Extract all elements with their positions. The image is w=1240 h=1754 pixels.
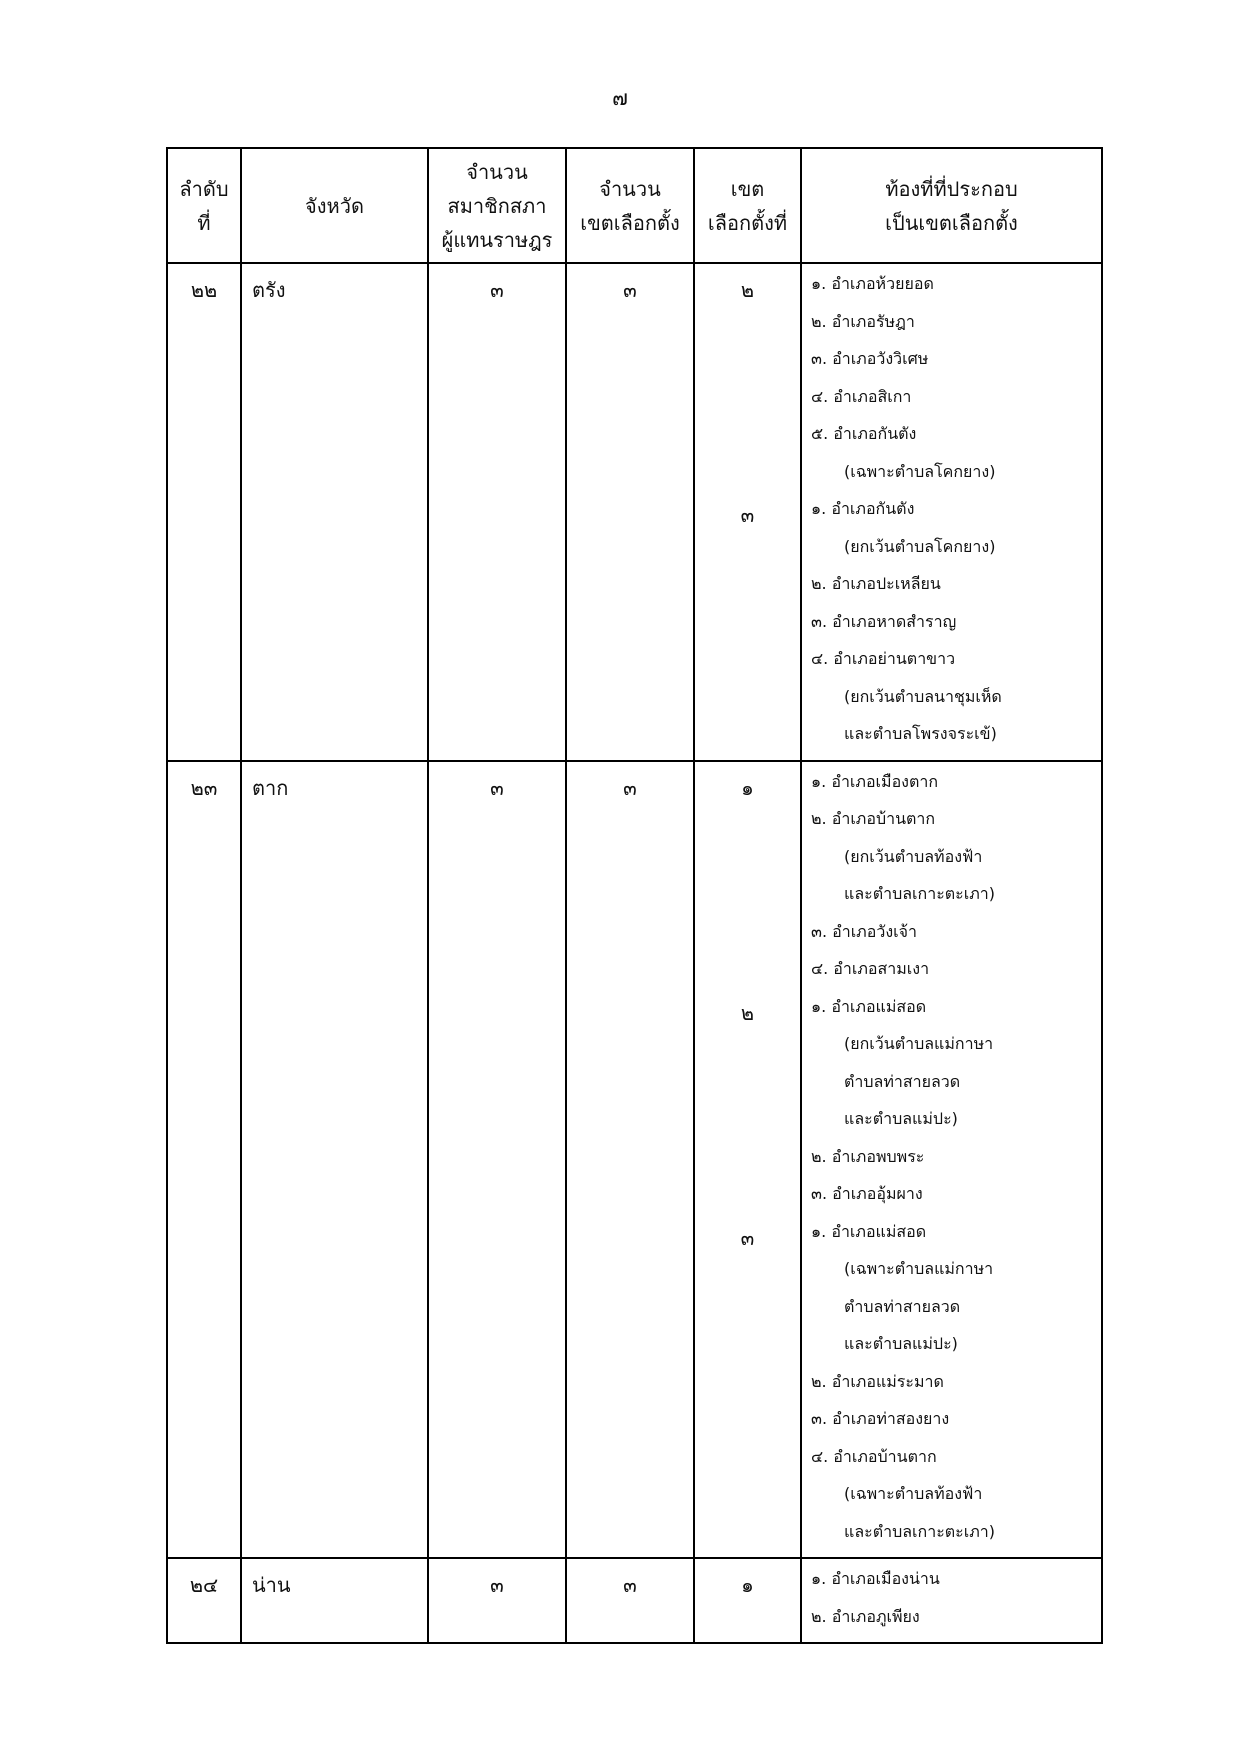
areas-list <box>802 264 1101 760</box>
header-district-no: เขต เลือกตั้งที่ <box>694 148 801 263</box>
area-line: ๓. อำเภอท่าสองยาง <box>811 1409 950 1428</box>
cell-province-text: ตรัง <box>252 278 286 302</box>
area-line: ๑. อำเภอห้วยยอด <box>811 274 934 293</box>
table-header-row <box>167 148 1102 263</box>
area-line: ๒. อำเภอแม่ระมาด <box>811 1371 944 1391</box>
area-line: ๑. อำเภอเมืองน่าน <box>811 1569 940 1588</box>
area-line: ๔. อำเภอย่านตาขาว <box>811 649 956 668</box>
cell-district-no <box>694 1558 801 1643</box>
cell-seq-text: ๒๒ <box>190 278 218 302</box>
cell-district-no <box>694 761 801 1559</box>
cell-district-count <box>566 761 694 1559</box>
cell-mp-count-text: ๓ <box>490 1573 504 1597</box>
district-number: ๓ <box>740 1225 755 1250</box>
cell-district-count-text: ๓ <box>623 1573 637 1597</box>
area-line: ๔. อำเภอสามเงา <box>811 959 930 978</box>
area-line: ๓. อำเภอหาดสำราญ <box>811 611 957 631</box>
header-mp-count: จำนวน สมาชิกสภา ผู้แทนราษฎร <box>428 148 566 263</box>
area-line: ๒. อำเภอปะเหลียน <box>811 574 941 593</box>
area-line: (ยกเว้นตำบลท้องฟ้า <box>844 846 983 866</box>
area-line: และตำบลเกาะตะเภา) <box>844 884 996 903</box>
table-row <box>167 1558 1102 1643</box>
header-areas: ท้องที่ที่ประกอบ เป็นเขตเลือกตั้ง <box>801 148 1102 263</box>
cell-mp-count <box>428 1558 566 1643</box>
area-line: (เฉพาะตำบลแม่กาษา <box>844 1259 994 1278</box>
district-number: ๓ <box>740 503 755 527</box>
area-line: ๑. อำเภอกันตัง <box>811 499 915 518</box>
area-line: (ยกเว้นตำบลโคกยาง) <box>844 536 996 556</box>
area-line: และตำบลแม่ปะ) <box>844 1109 958 1128</box>
area-line: ตำบลท่าสายลวด <box>844 1296 961 1316</box>
area-line: (เฉพาะตำบลท้องฟ้า <box>844 1484 983 1503</box>
cell-areas <box>801 1558 1102 1643</box>
district-number: ๒ <box>740 1000 755 1025</box>
area-line: ๒. อำเภอรัษฎา <box>811 311 915 331</box>
page-number: ๗ <box>612 86 628 110</box>
area-line: ๑. อำเภอแม่สอด <box>811 996 927 1016</box>
areas-list <box>802 762 1101 1558</box>
area-line: และตำบลเกาะตะเภา) <box>844 1521 996 1541</box>
cell-province <box>241 1558 428 1643</box>
area-line: ตำบลท่าสายลวด <box>844 1071 961 1091</box>
cell-district-no <box>694 263 801 761</box>
area-line: ๓. อำเภอวังเจ้า <box>811 921 917 941</box>
area-line: ๒. อำเภอพบพระ <box>811 1146 925 1166</box>
constituency-table <box>166 147 1103 1644</box>
cell-district-count <box>566 1558 694 1643</box>
cell-district-count <box>566 263 694 761</box>
cell-seq <box>167 1558 241 1643</box>
cell-seq-text: ๒๔ <box>189 1573 219 1597</box>
area-line: ๑. อำเภอเมืองตาก <box>811 771 939 791</box>
district-number: ๑ <box>741 775 754 800</box>
area-line: (เฉพาะตำบลโคกยาง) <box>844 461 996 481</box>
district-number: ๒ <box>740 278 755 302</box>
cell-mp-count <box>428 761 566 1559</box>
area-line: ๒. อำเภอบ้านตาก <box>811 809 936 828</box>
cell-district-count-text: ๓ <box>623 775 637 800</box>
area-line: ๓. อำเภออุ้มผาง <box>811 1184 923 1203</box>
cell-mp-count-text: ๓ <box>490 278 504 302</box>
cell-mp-count <box>428 263 566 761</box>
cell-district-count-text: ๓ <box>623 278 637 302</box>
area-line: และตำบลแม่ปะ) <box>844 1334 958 1353</box>
area-line: ๔. อำเภอสิเกา <box>811 386 912 406</box>
header-seq: ลำดับ ที่ <box>167 148 241 263</box>
cell-province <box>241 761 428 1559</box>
cell-areas <box>801 761 1102 1559</box>
area-line: ๒. อำเภอภูเพียง <box>811 1606 920 1626</box>
area-line: ๔. อำเภอบ้านตาก <box>811 1446 937 1466</box>
district-number: ๑ <box>741 1573 754 1597</box>
cell-seq-text: ๒๓ <box>190 775 218 800</box>
areas-list <box>802 1559 1101 1642</box>
area-line: (ยกเว้นตำบลแม่กาษา <box>844 1034 994 1053</box>
header-province: จังหวัด <box>241 148 428 263</box>
cell-mp-count-text: ๓ <box>490 775 504 800</box>
cell-province <box>241 263 428 761</box>
area-line: ๑. อำเภอแม่สอด <box>811 1221 927 1241</box>
area-line: (ยกเว้นตำบลนาชุมเห็ด <box>844 686 1002 706</box>
cell-province-text: ตาก <box>252 775 289 800</box>
header-district-count: จำนวน เขตเลือกตั้ง <box>566 148 694 263</box>
table-row <box>167 263 1102 761</box>
table-row <box>167 761 1102 1559</box>
cell-seq <box>167 263 241 761</box>
cell-seq <box>167 761 241 1559</box>
area-line: ๓. อำเภอวังวิเศษ <box>811 349 929 368</box>
area-line: และตำบลโพรงจระเข้) <box>844 724 997 743</box>
area-line: ๕. อำเภอกันตัง <box>811 424 917 443</box>
cell-areas <box>801 263 1102 761</box>
cell-province-text: น่าน <box>252 1573 291 1597</box>
